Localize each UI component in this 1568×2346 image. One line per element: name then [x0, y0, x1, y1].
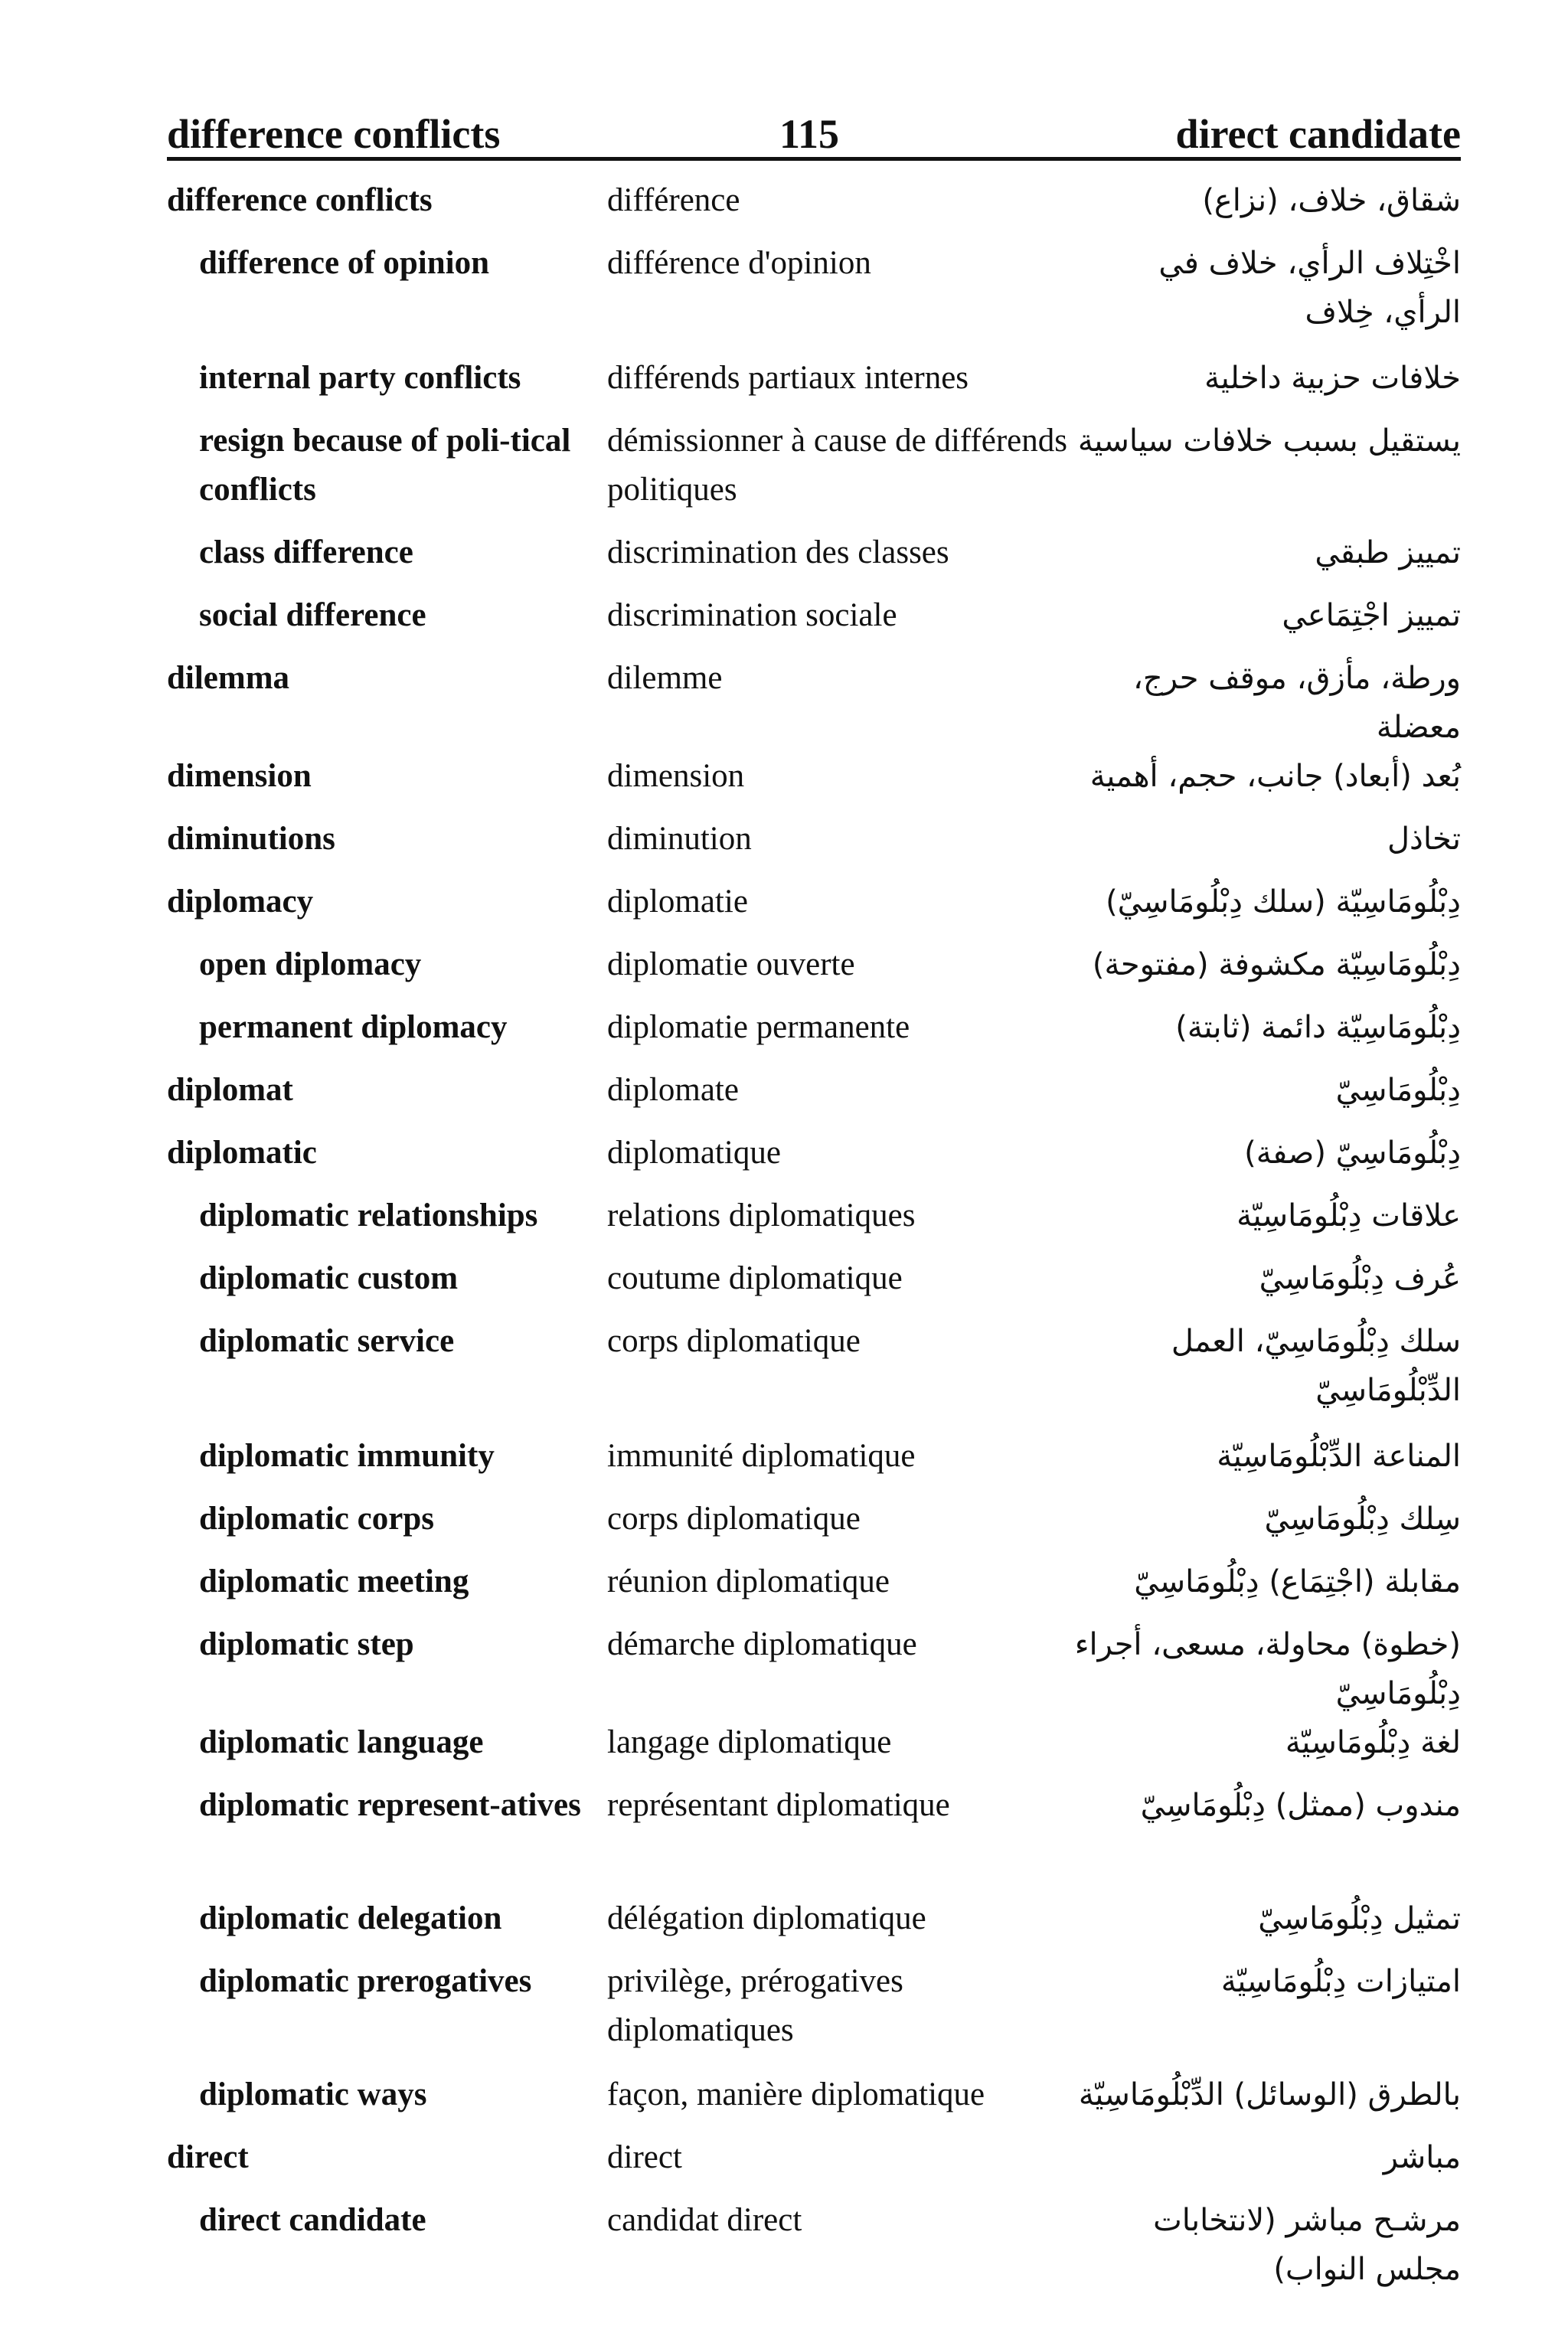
entry-french: diplomatie ouverte [607, 946, 855, 982]
entry-french: différends partiaux internes [607, 360, 969, 396]
entry-arabic: (خطوة) محاولة، مسعى، أجراء دِبْلُومَاسِيّ [1074, 1627, 1461, 1711]
entry-row [167, 1781, 1461, 1894]
entry-row [167, 1066, 1461, 1129]
entry-row [167, 591, 1461, 654]
entry-french: diplomatie permanente [607, 1009, 910, 1045]
entry-row [167, 1317, 1461, 1432]
entry-row [167, 2133, 1461, 2196]
entry-english: internal party conflicts [199, 360, 521, 396]
entry-arabic: مرشـح مباشر (لانتخابات مجلس النواب) [1153, 2203, 1461, 2287]
entry-english: permanent diplomacy [199, 1009, 508, 1045]
entry-row [167, 1129, 1461, 1191]
entry-row [167, 1254, 1461, 1317]
entry-english: diplomatic ways [199, 2076, 427, 2112]
entry-french: discrimination sociale [607, 597, 897, 633]
entry-french: diplomatie [607, 884, 748, 920]
entry-row [167, 528, 1461, 591]
entry-row [167, 752, 1461, 815]
entry-french: dilemme [607, 660, 723, 696]
entry-english: diplomatic corps [199, 1501, 434, 1537]
entry-row [167, 1432, 1461, 1495]
entry-arabic: دِبْلُومَاسِيّة دائمة (ثابتة) [1175, 1010, 1461, 1045]
entry-arabic: سلك دِبْلُومَاسِيّ، العمل الدِّبْلُومَاسِيّ [1171, 1324, 1461, 1408]
entry-arabic: امتيازات دِبْلُومَاسِيّة [1220, 1964, 1461, 1999]
entry-french: délégation diplomatique [607, 1900, 926, 1936]
entry-row [167, 2196, 1461, 2303]
entry-arabic: المناعة الدِّبْلُومَاسِيّة [1217, 1439, 1461, 1474]
entry-row [167, 354, 1461, 417]
entry-arabic: سِلك دِبْلُومَاسِيّ [1264, 1501, 1461, 1537]
entry-row [167, 417, 1461, 528]
entry-english: class difference [199, 534, 413, 570]
entry-french: privilège, prérogatives diplomatiques [607, 1963, 903, 2048]
entry-english: diplomatic relationships [199, 1198, 538, 1233]
entry-english: diplomatic service [199, 1323, 455, 1359]
entry-english: diplomatic meeting [199, 1563, 469, 1599]
entry-french: réunion diplomatique [607, 1563, 890, 1599]
entry-french: direct [607, 2139, 682, 2175]
entry-english: diplomatic delegation [199, 1900, 502, 1936]
entry-row [167, 1957, 1461, 2070]
entry-english: resign because of poli-tical conflicts [199, 423, 571, 508]
entry-french: discrimination des classes [607, 534, 949, 570]
entry-english: difference conflicts [167, 182, 433, 218]
entry-row [167, 815, 1461, 877]
entry-arabic: اخْتِلاف الرأي، خلاف في الرأي، خِلاف [1158, 246, 1461, 330]
entry-french: immunité diplomatique [607, 1438, 916, 1474]
header-rule [167, 157, 1461, 161]
entry-row [167, 1557, 1461, 1620]
entry-row [167, 940, 1461, 1003]
entry-arabic: علاقات دِبْلُومَاسِيّة [1236, 1198, 1461, 1233]
entry-arabic: تمثيل دِبْلُومَاسِيّ [1258, 1901, 1461, 1936]
entry-french: corps diplomatique [607, 1323, 861, 1359]
entry-arabic: مباشر [1383, 2140, 1461, 2175]
entry-french: démarche diplomatique [607, 1626, 917, 1662]
entry-arabic: مندوب (ممثل) دِبْلُومَاسِيّ [1140, 1788, 1461, 1823]
entry-arabic: بالطرق (الوسائل) الدِّبْلُومَاسِيّة [1078, 2077, 1461, 2112]
entry-french: démissionner à cause de différends politiques [607, 423, 1067, 508]
entry-english: diplomat [167, 1072, 293, 1108]
entry-english: direct candidate [199, 2202, 426, 2238]
entry-french: dimension [607, 758, 745, 794]
entry-english: diplomatic immunity [199, 1438, 495, 1474]
entry-arabic: تمييز اجْتِمَاعي [1282, 598, 1461, 633]
entry-row [167, 1495, 1461, 1557]
entry-english: dilemma [167, 660, 290, 696]
entry-english: diplomatic step [199, 1626, 414, 1662]
entry-row [167, 1191, 1461, 1254]
entry-arabic: دِبْلُومَاسِيّة (سلك دِبْلُومَاسِيّ) [1106, 884, 1461, 920]
entry-arabic: تمييز طبقي [1315, 535, 1461, 570]
entry-french: façon, manière diplomatique [607, 2076, 985, 2112]
entry-row [167, 1003, 1461, 1066]
entry-arabic: مقابلة (اجْتِمَاع) دِبْلُومَاسِيّ [1134, 1564, 1461, 1599]
page-header [167, 107, 1461, 161]
entry-arabic: ورطة، مأزق، موقف حرج، معضلة [1133, 661, 1461, 745]
entry-english: diplomatic represent-atives [199, 1787, 581, 1823]
entry-arabic: عُرف دِبْلُومَاسِيّ [1259, 1261, 1461, 1296]
entry-french: représentant diplomatique [607, 1787, 950, 1823]
entry-english: open diplomacy [199, 946, 422, 982]
entry-arabic: دِبْلُومَاسِيّ [1335, 1073, 1461, 1108]
entry-arabic: دِبْلُومَاسِيّ (صفة) [1244, 1135, 1461, 1171]
entry-english: dimension [167, 758, 312, 794]
entry-french: relations diplomatiques [607, 1198, 916, 1233]
entry-english: social difference [199, 597, 426, 633]
entry-arabic: بُعد (أبعاد) جانب، حجم، أهمية [1089, 759, 1461, 794]
page-number: 115 [779, 111, 840, 157]
entry-french: candidat direct [607, 2202, 802, 2238]
entry-english: diminutions [167, 821, 335, 857]
entry-arabic: دِبْلُومَاسِيّة مكشوفة (مفتوحة) [1092, 947, 1461, 982]
entry-french: corps diplomatique [607, 1501, 861, 1537]
entry-french: langage diplomatique [607, 1724, 892, 1760]
left-guideword: difference conflicts [167, 111, 501, 157]
entry-french: diplomate [607, 1072, 739, 1108]
entry-row [167, 176, 1461, 239]
entry-french: différence d'opinion [607, 245, 871, 281]
entry-row [167, 1620, 1461, 1718]
entry-english: direct [167, 2139, 249, 2175]
entry-english: diplomatic language [199, 1724, 484, 1760]
entry-english: diplomatic custom [199, 1260, 459, 1296]
entry-french: diminution [607, 821, 752, 857]
entry-arabic: تخاذل [1387, 822, 1461, 857]
right-guideword: direct candidate [1175, 111, 1461, 157]
entry-english: diplomatic prerogatives [199, 1963, 532, 1999]
entry-french: diplomatique [607, 1135, 781, 1171]
entry-english: diplomatic [167, 1135, 317, 1171]
entry-arabic: لغة دِبْلُومَاسِيّة [1285, 1725, 1461, 1760]
entry-row [167, 877, 1461, 940]
entry-row [167, 654, 1461, 752]
entry-french: coutume diplomatique [607, 1260, 903, 1296]
entry-list [167, 176, 1461, 2303]
entry-row [167, 2070, 1461, 2133]
entry-row [167, 1894, 1461, 1957]
entry-english: difference of opinion [199, 245, 490, 281]
entry-arabic: يستقيل بسبب خلافات سياسية [1077, 423, 1461, 459]
entry-arabic: خلافات حزبية داخلية [1204, 361, 1461, 396]
entry-english: diplomacy [167, 884, 314, 920]
entry-arabic: شقاق، خلاف، (نزاع) [1202, 183, 1461, 218]
entry-french: différence [607, 182, 740, 218]
entry-row [167, 239, 1461, 354]
entry-row [167, 1718, 1461, 1781]
